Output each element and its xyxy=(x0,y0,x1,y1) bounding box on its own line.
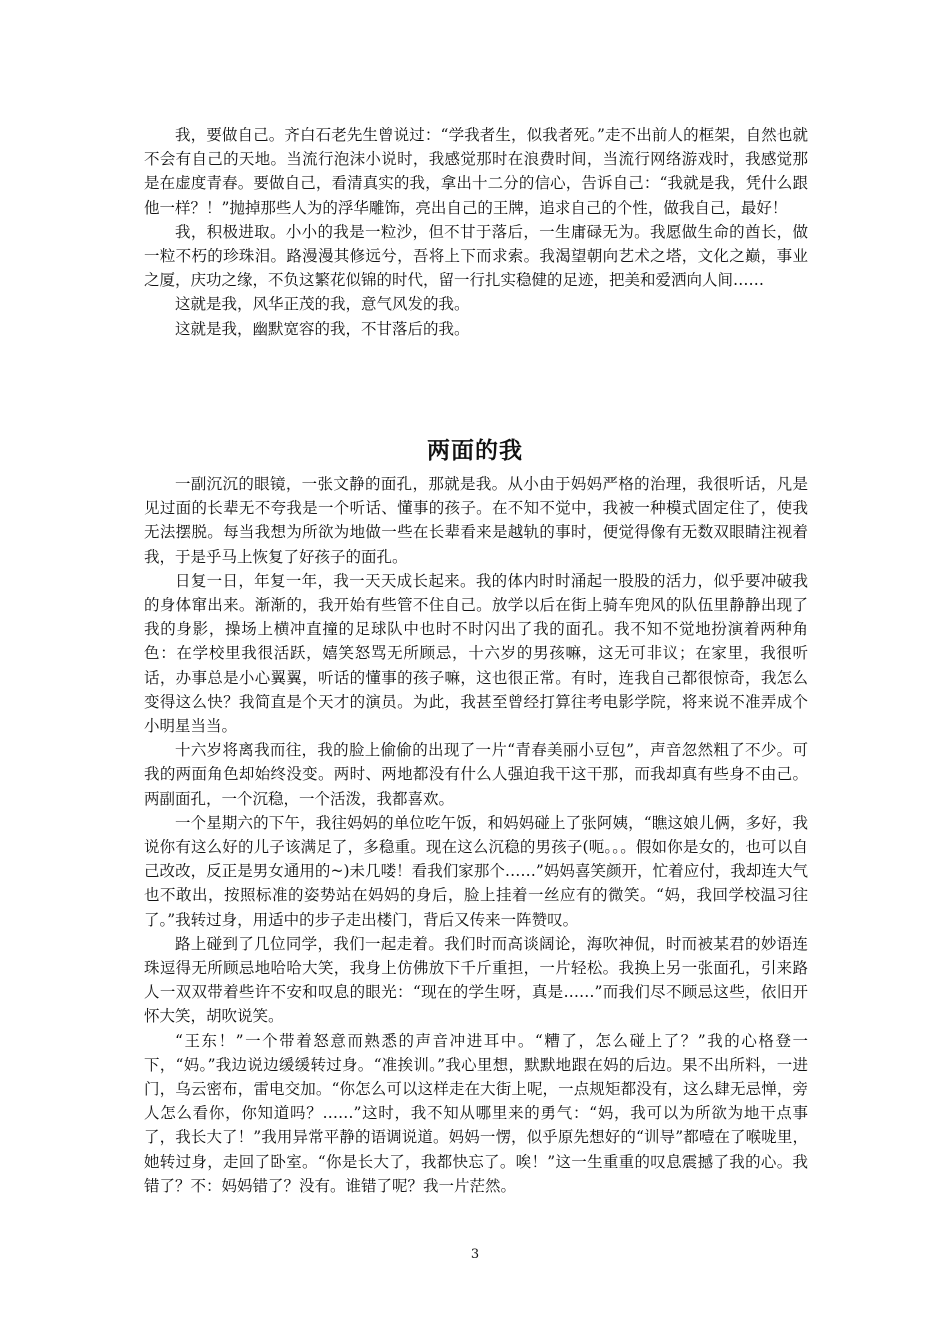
paragraph: 我，积极进取。小小的我是一粒沙，但不甘于落后，一生庸碌无为。我愿做生命的酋长，做一粒不朽的珍珠泪。路漫漫其修远兮，吾将上下而求索。我渴望朝向艺术之塔，文化之巅，事业之厦，庆功之缘，不负这繁花似锦的时代，留一行扎实稳健的足迹，把美和爱洒向人间…… xyxy=(144,222,808,290)
paragraph: 一个星期六的下午，我往妈妈的单位吃午饭，和妈妈碰上了张阿姨，“瞧这娘儿俩，多好，我说你有这么好的儿子该满足了，多稳重。现在这么沉稳的男孩子(呃。。。假如你是女的，也可以自己改改，反正是男女通用的~)未几喽！看我们家那个……”妈妈喜笑颜开，忙着应付，我却连大气也不敢出，按照标准的姿势站在妈妈的身后，脸上挂着一丝应有的微笑。“妈，我回学校温习往了。”我转过身，用适中的步子走出楼门，背后又传来一阵赞叹。 xyxy=(144,813,808,929)
paragraph: 一副沉沉的眼镜，一张文静的面孔，那就是我。从小由于妈妈严格的治理，我很听话，凡是见过面的长辈无不夸我是一个听话、懂事的孩子。在不知不觉中，我被一种模式固定住了，使我无法摆脱。每当我想为所欲为地做一些在长辈看来是越轨的事时，便觉得像有无数双眼睛注视着我，于是乎马上恢复了好孩子的面孔。 xyxy=(144,475,808,566)
paragraph: 这就是我，风华正茂的我，意气风发的我。 xyxy=(175,295,470,314)
paragraph: 日复一日，年复一年，我一天天成长起来。我的体内时时涌起一股股的活力，似乎要冲破我的身体窜出来。渐渐的，我开始有些管不住自己。放学以后在街上骑车兜风的队伍里静静出现了我的身影，操场上横冲直撞的足球队中也时不时闪出了我的面孔。我不知不觉地扮演着两种角色：在学校里我很活跃，嬉笑怒骂无所顾忌，十六岁的男孩嘛，这无可非议；在家里，我很听话，办事总是小心翼翼，听话的懂事的孩子嘛，这也很正常。有时，连我自己都很惊奇，我怎么变得这么快？我简直是个天才的演员。为此，我甚至曾经打算往考电影学院，将来说不准弄成个小明星当当。 xyxy=(144,571,808,736)
paragraph: 十六岁将离我而往，我的脸上偷偷的出现了一片“青春美丽小豆包”，声音忽然粗了不少。可我的两面角色却始终没变。两时、两地都没有什么人强迫我干这干那，而我却真有些身不由己。两副面孔，一个沉稳，一个活泼，我都喜欢。 xyxy=(144,741,808,808)
paragraph: 这就是我，幽默宽容的我，不甘落后的我。 xyxy=(175,319,470,338)
page-number: 3 xyxy=(470,1247,480,1262)
section-1-body xyxy=(144,123,808,341)
paragraph: 路上碰到了几位同学，我们一起走着。我们时而高谈阔论，海吹神侃，时而被某君的妙语连珠逗得无所顾忌地哈哈大笑，我身上仿佛放下千斤重担，一片轻松。我换上另一张面孔，引来路人一双双带着些许不安和叹息的眼光：“现在的学生呀，真是……”而我们尽不顾忌这些，依旧开怀大笑，胡吹说笑。 xyxy=(144,934,808,1026)
section-2-body xyxy=(144,472,808,1198)
essay-title: 两面的我 xyxy=(427,438,523,464)
paragraph: “王东！”一个带着怒意而熟悉的声音冲进耳中。“糟了，怎么碰上了？”我的心格登一下，“妈。”我边说边缓缓转过身。“准挨训。”我心里想，默默地跟在妈的后边。果不出所料，一进门，乌云密布，雷电交加。“你怎么可以这样走在大街上呢，一点规矩都没有，这么肆无忌惮，旁人怎么看你，你知道吗？……”这时，我不知从哪里来的勇气：“妈，我可以为所欲为地干点事了，我长大了！”我用异常平静的语调说道。妈妈一愣，似乎原先想好的“训导”都噎在了喉咙里，她转过身，走回了卧室。“你是长大了，我都快忘了。唉！”这一生重重的叹息震撼了我的心。我错了？不：妈妈错了？没有。谁错了呢？我一片茫然。 xyxy=(144,1031,808,1195)
paragraph: 我，要做自己。齐白石老先生曾说过：“学我者生，似我者死。”走不出前人的框架，自然也就不会有自己的天地。当流行泡沫小说时，我感觉那时在浪费时间，当流行网络游戏时，我感觉那是在虚度青春。要做自己，看清真实的我，拿出十二分的信心，告诉自己：“我就是我，凭什么跟他一样？！”抛掉那些人为的浮华雕饰，亮出自己的王牌，追求自己的个性，做我自己，最好！ xyxy=(144,126,808,217)
